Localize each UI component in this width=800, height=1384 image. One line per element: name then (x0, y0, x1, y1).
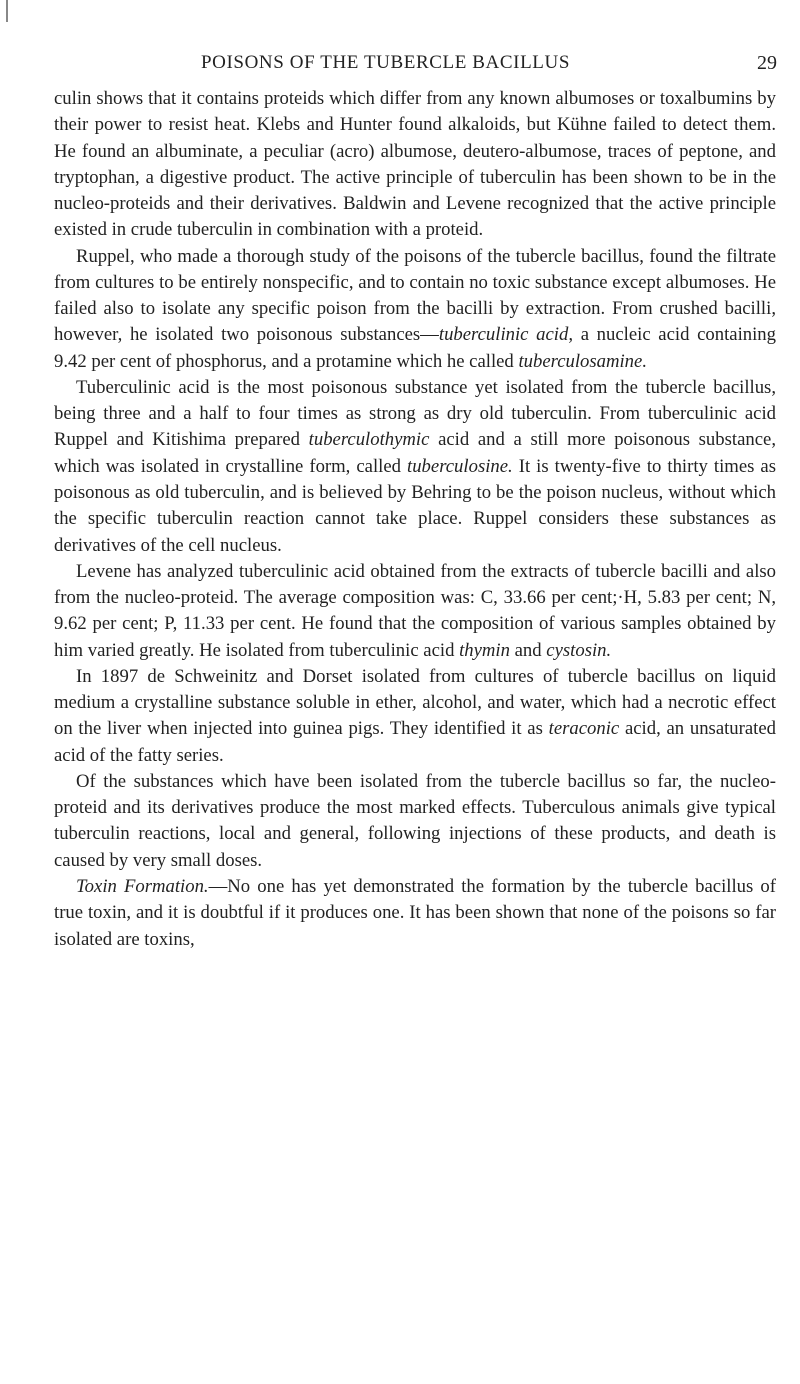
italic-term-cystosin: cystosin. (546, 639, 612, 661)
paragraph-text: and (509, 639, 547, 661)
paragraph-5 (54, 664, 776, 769)
body-text (54, 86, 776, 953)
paragraph-text: acid and a still more poisonous substance, which was isolated in crystalline form, called (54, 429, 776, 477)
paragraph-text: In 1897 de Schweinitz and Dorset isolated from cultures of tubercle bacillus on liquid medium a crystalline substance soluble in ether, alcohol, and water, which had a necrotic effect on the liver when injected into guinea pigs. They identified it as (54, 665, 776, 740)
paragraph-1 (54, 86, 776, 244)
page-edge-mark (6, 0, 8, 22)
paragraph-3 (54, 375, 776, 559)
paragraph-text: Of the substances which have been isolated from the tubercle bacillus so far, the nucleo-proteid and its derivatives produce the most marked effects. Tuberculous animals give typical tuberculin reactions, local and general, following injections of these products, and death is caused by very small doses. (54, 770, 776, 871)
paragraph-text: Ruppel, who made a thorough study of the poisons of the tubercle bacillus, found the filtrate from cultures to be entirely nonspecific, and to contain no toxic substance except albumoses. He failed also to isolate any specific poison from the bacilli by extraction. From crushed bacilli, however, he isolated two poisonous substances— (54, 245, 776, 346)
italic-term-teraconic: teraconic (548, 718, 620, 740)
paragraph-6 (54, 769, 776, 874)
paragraph-text: Levene has analyzed tuberculinic acid obtained from the extracts of tubercle bacilli and also from the nucleo-proteid. The average composition was: C, 33.66 per cent;·H, 5.83 per cent; N, 9.62 per cent; P, 11.33 per cent. He found that the composition of various samples obtained by him varied greatly. He isolated from tuberculinic acid (54, 560, 776, 661)
running-head: POISONS OF THE TUBERCLE BACILLUS (201, 52, 570, 73)
paragraph-text: Tuberculinic acid is the most poisonous substance yet isolated from the tubercle bacillus, being three and a half to four times as strong as dry old tuberculin. From tuberculinic acid Ruppel and Kitishima prepared (54, 376, 776, 451)
section-heading-toxin-formation: Toxin Formation. (76, 875, 209, 897)
paragraph-text: —No one has yet demonstrated the formation by the tubercle bacillus of true toxin, and it is doubtful if it produces one. It has been shown that none of the poisons so far isolated are toxins, (54, 875, 776, 950)
italic-term-tuberculosine: tuberculosine. (407, 455, 513, 477)
paragraph-text: a nucleic acid containing 9.42 per cent of phosphorus, and a protamine which he called (54, 324, 776, 372)
page-header (55, 52, 777, 78)
paragraph-text: acid, an unsaturated acid of the fatty series. (54, 718, 777, 766)
paragraph-4 (54, 559, 776, 664)
page-number: 29 (757, 52, 777, 74)
italic-term-tuberculosamine: tuberculosamine. (518, 350, 647, 372)
paragraph-2 (54, 244, 776, 375)
paragraph-7 (54, 874, 776, 953)
italic-term-tuberculothymic: tuberculothymic (308, 429, 430, 451)
italic-term-tuberculinic-acid: tuberculinic acid, (438, 324, 574, 346)
paragraph-text: culin shows that it contains proteids which differ from any known albumoses or toxalbumins by their power to resist heat. Klebs and Hunter found alkaloids, but Kühne failed to detect them. He found an albuminate, a peculiar (acro) albumose, deutero-albumose, traces of peptone, and tryptophan, a digestive product. The active principle of tuberculin has been shown to be in the nucleo-proteids and their derivatives. Baldwin and Levene recognized that the active principle existed in crude tuberculin in combination with a proteid. (54, 88, 776, 241)
paragraph-text: It is twenty-five to thirty times as poisonous as old tuberculin, and is believed by Behring to be the poison nucleus, without which the specific tuberculin reaction cannot take place. Ruppel considers these substances as derivatives of the cell nucleus. (54, 455, 776, 556)
italic-term-thymin: thymin (459, 639, 510, 661)
